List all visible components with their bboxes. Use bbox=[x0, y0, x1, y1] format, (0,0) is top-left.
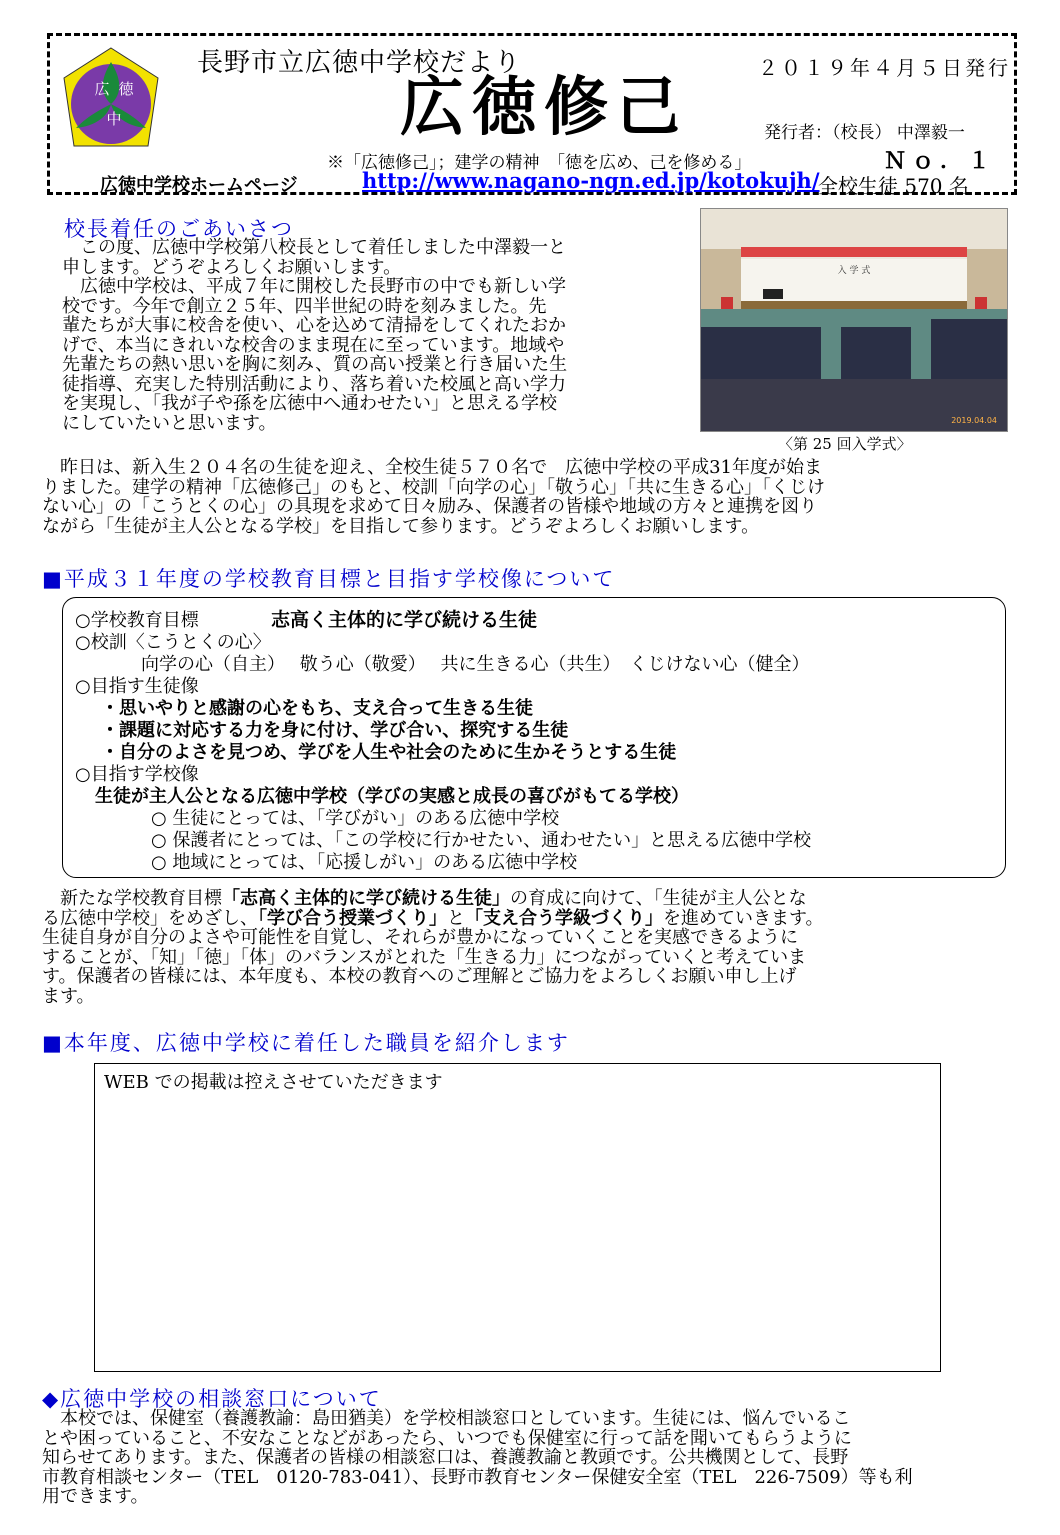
greeting-line: この度、広徳中学校第八校長として着任しました中澤毅一と bbox=[62, 237, 566, 258]
student-count: 全校生徒 570 名 bbox=[818, 174, 969, 198]
student-item: ・思いやりと感謝の心をもち、支え合って生きる生徒 bbox=[101, 698, 533, 719]
emblem-char-2: 徳 bbox=[118, 80, 134, 98]
greeting-wide-line: ない心」の「こうとくの心」の具現を求めて日々励み、保護者の皆様や地域の方々と連携を図り bbox=[42, 496, 818, 517]
issue-date: ２０１９年４月５日発行 bbox=[758, 56, 1011, 80]
student-item: ・自分のよさを見つめ、学びを人生や社会のために生かそうとする生徒 bbox=[101, 742, 677, 763]
greeting-line: げで、本当にきれいな校舎のまま現在に至っています。地域や bbox=[62, 334, 565, 356]
issue-number: Ｎｏ．１ bbox=[884, 148, 997, 174]
greeting-wide-line: 昨日は、新入生２０４名の生徒を迎え、全校生徒５７０名で 広徳中学校の平成31年度が始ま bbox=[42, 457, 822, 478]
homepage-link[interactable]: http://www.nagano-ngn.ed.jp/kotokujh/ bbox=[362, 168, 820, 193]
greeting-title: 校長着任のごあいさつ bbox=[64, 217, 294, 241]
photo-banner: 入 学 式 bbox=[837, 266, 871, 276]
consult-line: 本校では、保健室（養護教諭：島田猶美）を学校相談窓口としています。生徒には、悩んでいるこ bbox=[42, 1408, 851, 1429]
school-item: ○ 保護者にとっては、「この学校に行かせたい、通わせたい」と思える広徳中学校 bbox=[151, 830, 812, 851]
school-emblem-icon bbox=[62, 46, 160, 156]
para-emphasis: 「支え合う学級づくり」 bbox=[465, 907, 663, 929]
greeting-line: 徒指導、充実した特別活動により、落ち着いた校風と高い学力 bbox=[62, 373, 566, 395]
para-emphasis: 「学び合う授業づくり」 bbox=[258, 907, 447, 929]
consult-text bbox=[42, 1409, 1032, 1507]
goals-paragraph bbox=[42, 889, 1032, 1006]
school-title: 長野市立広徳中学校だより bbox=[197, 48, 522, 78]
para-emphasis: 「志高く主体的に学び続ける生徒」 bbox=[222, 888, 510, 909]
publisher: 発行者：（校長） 中澤毅一 bbox=[764, 123, 965, 143]
goals-para-line: す。保護者の皆様には、本年度も、本校の教育へのご理解とご協力をよろしくお願い申し上げ bbox=[42, 966, 797, 987]
entrance-ceremony-photo bbox=[700, 208, 1008, 432]
consult-title: ◆広徳中学校の相談窓口について bbox=[42, 1387, 382, 1411]
goal-value: 志高く主体的に学び続ける生徒 bbox=[271, 609, 538, 631]
school-item: ○ 地域にとっては、「応援しがい」のある広徳中学校 bbox=[151, 852, 578, 873]
para-text: 新たな学校教育目標 bbox=[42, 888, 222, 909]
school-value: 生徒が主人公となる広徳中学校（学びの実感と成長の喜びがもてる学校） bbox=[95, 786, 689, 807]
goals-para-line: することが、「知」「徳」「体」のバランスがとれた「生きる力」につながっていくと考えていま bbox=[42, 946, 807, 968]
para-text: と bbox=[447, 907, 465, 929]
staff-notice: WEB での掲載は控えさせていただきます bbox=[104, 1072, 443, 1093]
goals-para-line: ます。 bbox=[42, 985, 95, 1007]
para-text: を進めていきます。 bbox=[663, 907, 824, 929]
staff-box bbox=[94, 1063, 941, 1372]
emblem-char-1: 広 bbox=[94, 80, 110, 98]
photo-date-stamp: 2019.04.04 bbox=[951, 416, 997, 425]
greeting-text bbox=[62, 238, 690, 433]
student-item: ・課題に対応する力を身に付け、学び合い、探究する生徒 bbox=[101, 720, 569, 741]
goals-para-line: 生徒自身が自分のよさや可能性を自覚し、それらが豊かになっていくことを実感できるように bbox=[42, 927, 798, 948]
greeting-text-wide bbox=[42, 458, 1032, 536]
consult-line: 用できます。 bbox=[42, 1486, 149, 1507]
goals-box bbox=[62, 597, 1006, 878]
greeting-wide-line: りました。建学の精神「広徳修己」のもと、校訓「向学の心」「敬う心」「共に生きる心」「くじけ bbox=[42, 476, 825, 498]
staff-title: ■本年度、広徳中学校に着任した職員を紹介します bbox=[42, 1031, 570, 1055]
para-text: る広徳中学校」をめざし、 bbox=[42, 907, 258, 929]
goal-label: ○学校教育目標 bbox=[75, 610, 199, 631]
consult-line: 市教育相談センター（TEL 0120-783-041）、長野市教育センター保健安全室（TEL 226-7509）等も利 bbox=[42, 1466, 913, 1488]
greeting-line: にしていたいと思います。 bbox=[62, 412, 277, 434]
motto-label: ○校訓〈こうとくの心〉 bbox=[75, 632, 271, 653]
greeting-wide-line: ながら「生徒が主人公となる学校」を目指して参ります。どうぞよろしくお願いします。 bbox=[42, 515, 760, 537]
school-item: ○ 生徒にとっては、「学びがい」のある広徳中学校 bbox=[151, 808, 560, 829]
para-text: の育成に向けて、「生徒が主人公とな bbox=[510, 888, 807, 909]
newsletter-name: 広徳修己 bbox=[400, 70, 688, 145]
school-label: ○目指す学校像 bbox=[75, 764, 199, 785]
goals-title: ■平成３１年度の学校教育目標と目指す学校像について bbox=[42, 567, 616, 591]
emblem-char-3: 中 bbox=[106, 110, 122, 128]
motto-note: ※「広徳修己」；建学の精神 「徳を広め、己を修める」 bbox=[327, 153, 752, 173]
greeting-line: 先輩たちの熱い思いを胸に刻み、質の高い授業と行き届いた生 bbox=[62, 354, 568, 375]
consult-line: 知らせてあります。また、保護者の皆様の相談窓口は、養護教諭と教頭です。公共機関として、長野 bbox=[42, 1447, 849, 1468]
student-label: ○目指す生徒像 bbox=[75, 676, 199, 697]
greeting-line: 輩たちが大事に校舎を使い、心を込めて清掃をしてくれたおか bbox=[62, 315, 566, 336]
greeting-line: を実現し、「我が子や孫を広徳中へ通わせたい」と思える学校 bbox=[62, 393, 557, 414]
motto-items: 向学の心（自主） 敬う心（敬愛） 共に生きる心（共生） くじけない心（健全） bbox=[141, 654, 810, 675]
photo-caption: 〈第 25 回入学式〉 bbox=[778, 435, 912, 453]
greeting-line: 校です。今年で創立２５年、四半世紀の時を刻みました。先 bbox=[62, 295, 547, 317]
greeting-line: 広徳中学校は、平成７年に開校した長野市の中でも新しい学 bbox=[62, 276, 566, 297]
goals-para-line bbox=[42, 909, 1032, 929]
homepage-label: 広徳中学校ホームページ bbox=[100, 175, 298, 196]
greeting-line: 申します。どうぞよろしくお願いします。 bbox=[62, 256, 402, 278]
consult-line: とや困っていること、不安なことなどがあったら、いつでも保健室に行って話を聞いてもらうように bbox=[42, 1427, 852, 1449]
goals-para-line bbox=[42, 889, 1032, 909]
